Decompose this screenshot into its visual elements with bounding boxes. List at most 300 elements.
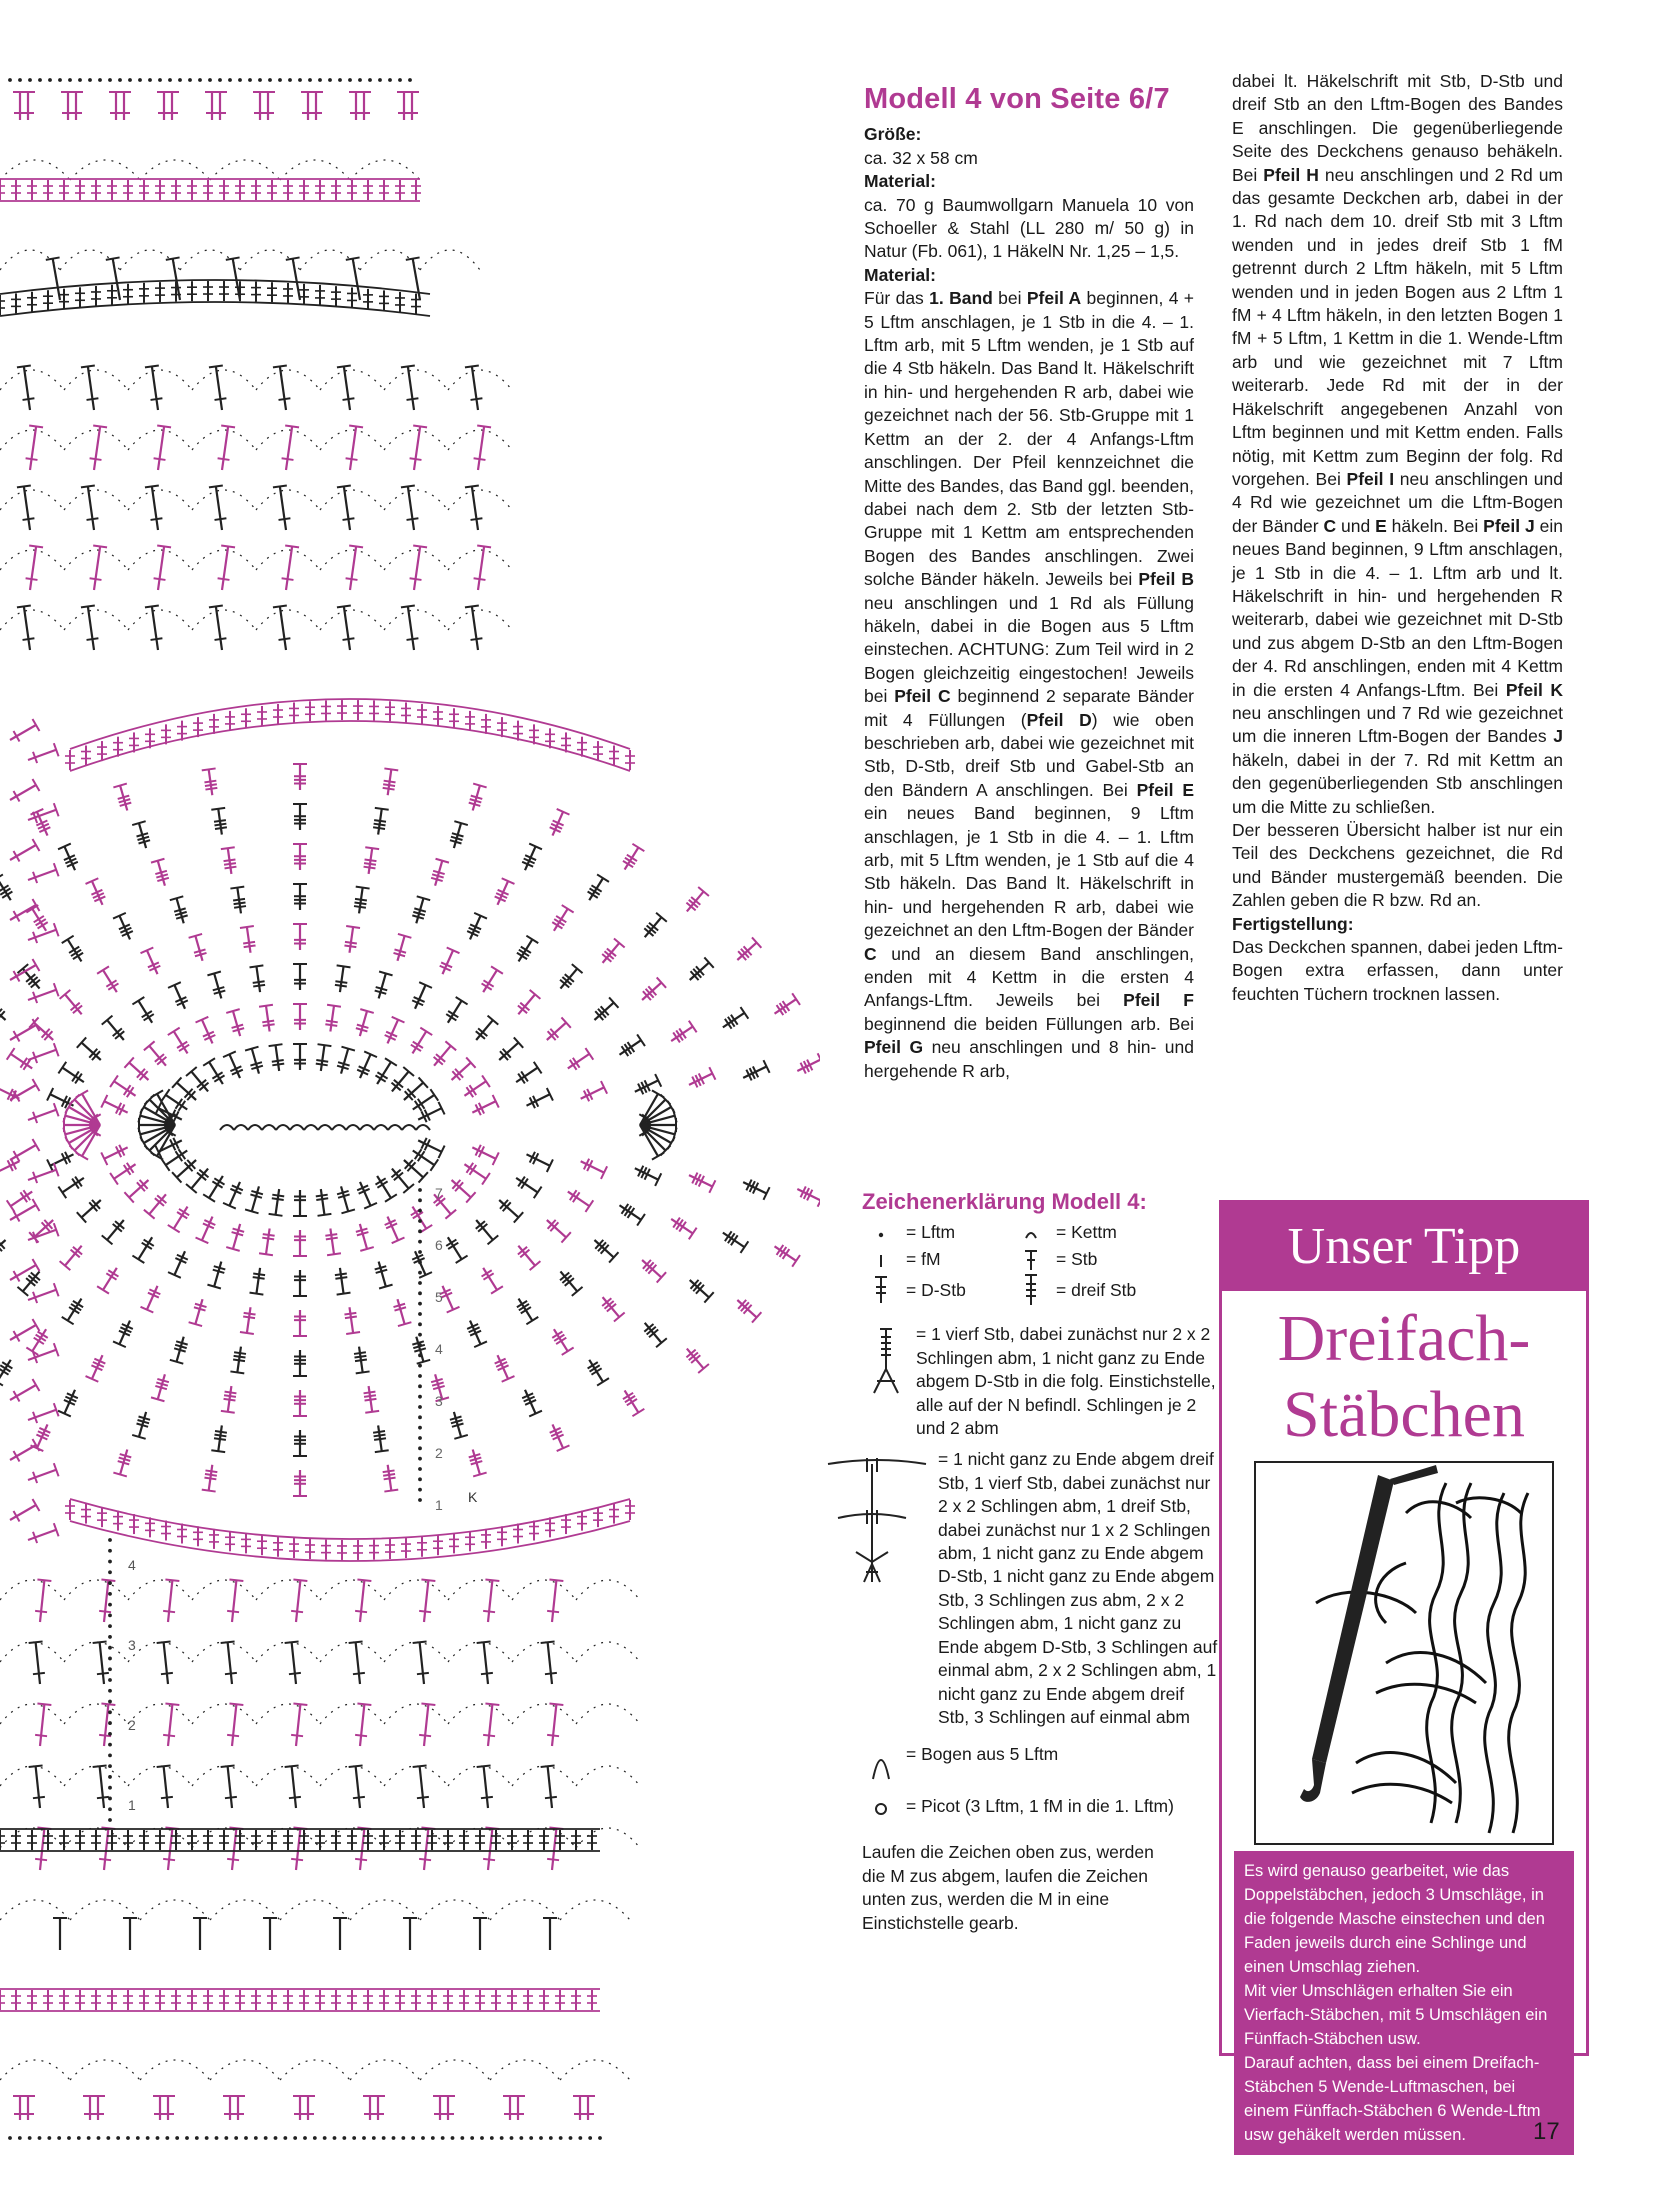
stitch-symbol — [88, 486, 94, 530]
center-slip-stitch — [374, 1125, 388, 1130]
stitch-crossbar — [33, 1797, 45, 1798]
stitch-crossbar — [343, 638, 355, 640]
stitch-top — [162, 1159, 170, 1171]
chain-arc — [64, 1642, 128, 1662]
stitch-top — [477, 1765, 491, 1766]
stitch-symbol — [247, 927, 251, 953]
chain-dot — [158, 78, 162, 82]
chain-dot — [238, 78, 242, 82]
stitch-crossbar — [272, 1195, 284, 1197]
stitch-symbol — [547, 1220, 566, 1237]
stitch-top — [81, 605, 95, 607]
stitch-crossbar — [214, 820, 226, 822]
chain-arc — [192, 370, 256, 390]
chain-dot — [244, 2136, 248, 2140]
stitch-crossbar — [205, 788, 217, 790]
stitch-symbol — [228, 1642, 232, 1684]
chain-dot — [578, 2136, 582, 2140]
stitch-top — [285, 1765, 299, 1766]
stitch-top — [413, 1765, 427, 1766]
stitch-crossbar — [365, 1399, 377, 1401]
stitch-top — [477, 1641, 491, 1642]
stitch-crossbar — [355, 1859, 367, 1860]
chain-dot — [418, 1188, 422, 1192]
stitch-symbol — [472, 606, 478, 650]
instruction-text: beginnend die beiden Füllungen arb. Bei — [864, 1013, 1194, 1034]
chain-dot — [108, 78, 112, 82]
stitch-crossbar — [205, 784, 217, 786]
stitch-crossbar — [364, 1395, 376, 1397]
stitch-crossbar — [161, 1673, 173, 1674]
stitch-symbol — [158, 546, 164, 590]
chain-arc — [256, 1766, 320, 1786]
chain-arc — [64, 430, 128, 450]
stitch-symbol — [28, 1170, 56, 1180]
stitch-symbol — [340, 1268, 344, 1294]
stitch-crossbar — [384, 781, 396, 783]
chain-arc — [128, 1642, 192, 1662]
chain-dot — [38, 78, 42, 82]
chain-dot — [418, 1457, 422, 1461]
stitch-top — [346, 1332, 360, 1334]
stitch-top — [250, 965, 264, 967]
chain-arc — [70, 160, 140, 180]
bar-icon — [862, 1249, 900, 1271]
stitch-symbol — [296, 1828, 300, 1870]
stitch-crossbar — [374, 1435, 386, 1437]
stitch-crossbar — [263, 1234, 275, 1236]
stitch-symbol — [552, 1828, 556, 1870]
chain-dot — [421, 2136, 425, 2140]
stitch-crossbar — [262, 1021, 274, 1023]
chain-arc — [360, 250, 420, 270]
stitch-crossbar — [545, 1797, 557, 1798]
stitch-crossbar — [87, 518, 99, 520]
chain-dot — [411, 2136, 415, 2140]
stitch-crossbar — [419, 1611, 431, 1612]
chain-dot — [108, 1700, 112, 1704]
chain-dot — [264, 2136, 268, 2140]
chain-dot — [398, 78, 402, 82]
chain-dot — [519, 2136, 523, 2140]
chain-dot — [418, 1219, 422, 1223]
stitch-symbol — [174, 1251, 185, 1275]
chain-dot — [108, 1753, 112, 1757]
stitch-crossbar — [225, 1797, 237, 1798]
chain-dot — [57, 2136, 61, 2140]
stitch-top — [81, 365, 95, 367]
stitch-top — [211, 1450, 225, 1452]
stitch-top — [337, 485, 351, 487]
stitch-top — [62, 936, 74, 943]
center-slip-stitch — [402, 1125, 416, 1130]
chain-dot — [431, 2136, 435, 2140]
stitch-top — [273, 485, 287, 487]
side-number-label: 4 — [128, 1557, 136, 1573]
instruction-text: beginnend 2 separate Bänder mit 4 Füllungen ( — [864, 686, 1195, 730]
stitch-crossbar — [384, 1478, 396, 1480]
chain-dot — [418, 1374, 422, 1378]
stitch-crossbar — [163, 1735, 175, 1736]
stitch-top — [0, 1378, 3, 1385]
chain-dot — [108, 1743, 112, 1747]
stitch-symbol — [94, 426, 100, 470]
chain-arc — [180, 250, 240, 270]
chain-dot — [108, 1560, 112, 1564]
stitch-crossbar — [471, 518, 483, 520]
chain-dot — [108, 1646, 112, 1650]
stitch-symbol — [344, 366, 350, 410]
stitch-crossbar — [272, 1198, 284, 1200]
stitch-top — [157, 1641, 171, 1642]
chain-dot — [108, 1797, 112, 1801]
chain-arc — [512, 1766, 576, 1786]
stitch-symbol — [452, 1063, 471, 1080]
chain-arc — [256, 610, 320, 630]
stitch-symbol — [202, 1217, 213, 1241]
chain-arc — [256, 550, 320, 570]
chain-arc — [0, 1766, 64, 1786]
chain-arc — [448, 550, 512, 570]
instructions-column-2 — [1232, 70, 1563, 1006]
stitch-crossbar — [225, 867, 237, 869]
stitch-top — [269, 1044, 283, 1046]
stitch-crossbar — [234, 902, 246, 904]
stitch-top — [93, 545, 107, 547]
stitch-crossbar — [163, 1611, 175, 1612]
stitch-crossbar — [234, 1356, 246, 1358]
chain-dot — [342, 2136, 346, 2140]
tip-title-line1: Dreifach- — [1277, 1302, 1531, 1375]
stitch-symbol — [356, 1766, 360, 1808]
stitch-top — [203, 1194, 215, 1201]
chain-dot — [208, 78, 212, 82]
chain-arc — [64, 610, 128, 630]
center-slip-stitch — [234, 1125, 248, 1130]
chain-dot — [136, 2136, 140, 2140]
stitch-crossbar — [204, 1478, 216, 1480]
stitch-symbol — [104, 1704, 108, 1746]
chain-arc — [128, 1580, 192, 1600]
stitch-top — [357, 1579, 371, 1580]
instruction-text: ein neues Band beginnen, 9 Lftm anschlagen, je 1 Stb in die 4. – 1. Lftm arb und lt. Häkelschrift in hin- und hergehenden R weiterarb, dabei wie gezeichnet mit D-Stb und zus abgem D-Stb an den Lftm-Bogen der 4. Rd anschlingen, enden mit 4 Kettm in die ersten 4 Anfangs-Lftm. Bei — [1232, 515, 1563, 700]
stitch-symbol — [229, 1182, 240, 1206]
chain-dot — [108, 1549, 112, 1553]
stitch-symbol — [88, 366, 94, 410]
stitch-symbol — [222, 546, 228, 590]
stitch-symbol — [216, 486, 222, 530]
chain-dot — [418, 1312, 422, 1316]
stitch-crossbar — [355, 1359, 367, 1361]
stitch-symbol — [397, 1299, 404, 1324]
stitch-symbol — [276, 1189, 280, 1215]
stitch-top — [430, 1159, 438, 1171]
chain-arc — [0, 1642, 64, 1662]
stitch-symbol — [344, 606, 350, 650]
stitch-crossbar — [364, 863, 376, 865]
chain-dot — [418, 1436, 422, 1440]
stitch-top — [384, 768, 398, 770]
chain-arc — [320, 610, 384, 630]
chain-arc — [128, 430, 192, 450]
tip-paragraph: Mit vier Umschlägen erhalten Sie ein Vierfach-Stäbchen, mit 5 Umschlägen ein Fünffach-Stäbchen usw. — [1244, 1982, 1548, 2048]
vierf-stb-icon — [862, 1327, 910, 1397]
tip-paragraph: Darauf achten, dass bei einem Dreifach-Stäbchen 5 Wende-Luftmaschen, bei einem Fünffach-Stäbchen 6 Wende-Lftm usw gehäkelt werden müssen. — [1244, 2054, 1541, 2144]
stitch-symbol — [28, 1530, 56, 1540]
chain-arc — [448, 1580, 512, 1600]
stitch-symbol — [28, 750, 56, 760]
stitch-symbol — [129, 1180, 148, 1197]
stitch-top — [413, 1641, 427, 1642]
chain-dot — [38, 2136, 42, 2140]
chain-dot — [106, 2136, 110, 2140]
stitch-crossbar — [335, 985, 347, 987]
center-slip-stitch — [290, 1125, 304, 1130]
stitch-top — [32, 959, 39, 971]
chain-arc — [192, 550, 256, 570]
stitch-top — [562, 1348, 574, 1355]
stitch-symbol — [344, 486, 350, 530]
center-slip-stitch — [332, 1125, 346, 1130]
stitch-top — [421, 1579, 435, 1580]
legend-label: = Kettm — [1056, 1222, 1117, 1243]
chain-arc — [256, 490, 320, 510]
chain-arc — [192, 610, 256, 630]
chain-arc — [320, 1704, 384, 1724]
stitch-top — [365, 1411, 379, 1413]
chain-arc — [384, 430, 448, 450]
chain-dot — [48, 78, 52, 82]
arc-icon — [1012, 1223, 1050, 1243]
stitch-symbol — [341, 1186, 348, 1211]
stitch-crossbar — [227, 1735, 239, 1736]
chain-dot — [108, 1818, 112, 1822]
dot-icon — [862, 1223, 900, 1243]
legend-note: Laufen die Zeichen oben zus, werden die M zus abgem, laufen die Zeichen unten zus, werden die M in eine Einstichstelle gearb. — [862, 1842, 1154, 1933]
stitch-crossbar — [353, 1797, 365, 1798]
chain-dot — [234, 2136, 238, 2140]
stitch-crossbar — [345, 1316, 357, 1318]
center-slip-stitch — [346, 1125, 360, 1130]
stitch-symbol — [360, 1182, 371, 1206]
stitch-top — [269, 1214, 283, 1216]
overview-note: Der besseren Übersicht halber ist nur ein Teil des Deckchens gezeichnet, die Rd und Bänder mustergemäß beenden. Die Zahlen geben die R bzw. Rd an. — [1232, 820, 1563, 911]
stitch-crossbar — [355, 1611, 367, 1612]
stitch-top — [76, 1090, 88, 1097]
stitch-top — [101, 1703, 115, 1704]
stitch-symbol — [30, 426, 36, 470]
stitch-crossbar — [253, 981, 265, 983]
stitch-crossbar — [234, 1352, 246, 1354]
chain-dot — [18, 78, 22, 82]
crochet-chart-diagram — [0, 40, 820, 2150]
instructions-column-1 — [864, 83, 1195, 1083]
chain-dot — [418, 1477, 422, 1481]
instruction-keyword: Pfeil G — [864, 1037, 924, 1058]
chain-arc — [560, 2060, 630, 2080]
stitch-crossbar — [99, 1611, 111, 1612]
stitch-crossbar — [355, 1356, 367, 1358]
stitch-crossbar — [87, 638, 99, 640]
stitch-top — [421, 1703, 435, 1704]
stitch-crossbar — [234, 906, 246, 908]
stitch-crossbar — [374, 820, 386, 822]
stitch-crossbar — [417, 1797, 429, 1798]
stitch-top — [132, 1256, 144, 1263]
legend-label: = 1 nicht ganz zu Ende abgem dreif Stb, 1 vierf Stb, dabei zunächst nur 2 x 2 Schlingen abm, 1 dreif Stb, dabei zunächst nur 1 x 2 Schlingen abm, 1 nicht ganz zu Ende abgem D-Stb, 1 nicht ganz zu Ende abgem Stb, 3 Schlingen zus abm, 2 x 2 Schlingen abm, 1 nicht ganz zu Ende abgem D-Stb, 3 Schlingen auf einmal abm, 2 x 2 Schlingen abm, 1 nicht ganz zu Ende abgem dreif Stb, 3 Schlingen auf einmal abm — [938, 1449, 1218, 1727]
chain-dot — [490, 2136, 494, 2140]
stitch-top — [318, 1214, 332, 1216]
chain-dot — [418, 1467, 422, 1471]
stitch-symbol — [24, 366, 30, 410]
chain-arc — [140, 160, 210, 180]
chain-arc — [576, 1766, 640, 1786]
combo-stitch-icon — [822, 1452, 932, 1592]
stitch-top — [32, 1139, 39, 1151]
instruction-text: ein neues Band beginnen, 9 Lftm anschlagen, je 1 Stb in die 4. – 1. Lftm arb, mit 5 Lftm wenden, je 1 Stb auf die 4 Stb häkeln. Das Band lt. Häkelschrift in hin- und hergehenden R arb, dabei wie gezeichnet an den Lftm-Bogen der Bänder — [864, 803, 1194, 941]
stitch-top — [37, 1703, 51, 1704]
stitch-symbol — [152, 606, 158, 650]
stitch-top — [29, 1641, 43, 1642]
chain-arc — [448, 1766, 512, 1786]
stitch-top — [259, 1005, 273, 1007]
stitch-crossbar — [353, 1673, 365, 1674]
stitch-symbol — [216, 366, 222, 410]
stitch-symbol — [424, 1580, 428, 1622]
chain-dot — [205, 2136, 209, 2140]
stitch-top — [259, 1253, 273, 1255]
chain-dot — [175, 2136, 179, 2140]
stitch-top — [741, 1007, 749, 1019]
stitch-top — [97, 1286, 109, 1293]
dstb-icon — [862, 1275, 900, 1305]
chain-dot — [418, 1240, 422, 1244]
stitch-top — [81, 485, 95, 487]
stitch-crossbar — [373, 1431, 385, 1433]
stitch-symbol — [232, 1580, 236, 1622]
instruction-text: neu anschlingen und 2 Rd um das gesamte Deckchen arb, dabei in der 1. Rd nach dem 10. dreif Stb mit 3 Lftm wenden und in jedes dreif Stb 1 fM getrennt durch 2 Lftm häkeln, mit 5 Lftm wenden und in jeden Bogen aus 2 Lftm 1 fM + 4 Lftm häkeln, in den letzten Bogen 1 fM + 5 Lftm, 1 Kettm in die 1. Wende-Lftm arb und wie gezeichnet mit 7 Lftm weiterarb. Jede Rd mit der in der Häkelschrift angegebenen Anzahl von Lftm beginnen und mit Kettm enden. Falls nötig, mit Kettm zum Beginn der folg. Rd vorgehen. Bei — [1232, 164, 1563, 489]
instruction-text: häkeln, dabei in der 7. Rd mit Kettm an den gegenüberliegenden Stb anschlingen um die Mitte zu schließen. — [1232, 749, 1563, 817]
stitch-crossbar — [419, 1859, 431, 1860]
stitch-symbol — [414, 546, 420, 590]
chain-dot — [569, 2136, 573, 2140]
chain-arc — [320, 1766, 384, 1786]
stitch-top — [597, 874, 609, 881]
stitch-crossbar — [374, 824, 386, 826]
stitch-symbol — [195, 1299, 202, 1324]
chain-dot — [78, 78, 82, 82]
chain-arc — [350, 2060, 420, 2080]
chain-dot — [298, 78, 302, 82]
stitch-top — [165, 1703, 179, 1704]
stitch-top — [526, 1317, 538, 1324]
stitch-top — [0, 874, 3, 881]
stitch-top — [209, 485, 223, 487]
chain-dot — [372, 2136, 376, 2140]
stitch-top — [285, 425, 299, 427]
stitch-crossbar — [279, 398, 291, 400]
chain-arc — [192, 490, 256, 510]
stitch-symbol — [28, 1470, 56, 1480]
stitch-top — [17, 485, 31, 487]
chain-arc — [576, 1828, 640, 1848]
stitch-top — [229, 1579, 243, 1580]
chain-dot — [352, 2136, 356, 2140]
stitch-top — [230, 1371, 244, 1373]
stitch-top — [32, 1079, 39, 1091]
chain-dot — [18, 2136, 22, 2140]
chain-arc — [320, 430, 384, 450]
instruction-keyword: Pfeil K — [1505, 679, 1563, 700]
chain-dot — [288, 78, 292, 82]
stitch-top — [209, 365, 223, 367]
legend-label: = Bogen aus 5 Lftm — [906, 1744, 1059, 1765]
stitch-symbol — [81, 1200, 100, 1217]
chain-arc — [300, 250, 360, 270]
chain-arc — [384, 1642, 448, 1662]
stitch-symbol — [280, 486, 286, 530]
chain-dot — [418, 1260, 422, 1264]
chain-arc — [320, 550, 384, 570]
chain-dot — [108, 1624, 112, 1628]
stitch-symbol — [113, 259, 120, 300]
stitch-top — [32, 1499, 39, 1511]
chain-dot — [408, 78, 412, 82]
stitch-top — [32, 839, 39, 851]
stitch-symbol — [40, 1828, 44, 1870]
stitch-crossbar — [23, 638, 35, 640]
instruction-keyword: Pfeil B — [1138, 569, 1194, 590]
stitch-top — [29, 1765, 43, 1766]
chain-dot — [338, 78, 342, 82]
bogen-icon — [862, 1747, 900, 1781]
instruction-keyword: C — [1323, 515, 1337, 536]
chain-arc — [0, 1580, 64, 1600]
chain-arc — [0, 550, 64, 570]
chain-arc — [128, 490, 192, 510]
stitch-top — [250, 1293, 264, 1295]
chain-dot — [77, 2136, 81, 2140]
stitch-crossbar — [343, 398, 355, 400]
chain-arc — [0, 430, 64, 450]
stitch-top — [17, 605, 31, 607]
stitch-top — [792, 1255, 800, 1267]
chain-arc — [512, 1580, 576, 1600]
stitch-symbol — [548, 1642, 552, 1684]
chain-arc — [256, 430, 320, 450]
stitch-top — [93, 1765, 107, 1766]
stitch-top — [792, 993, 800, 1005]
tip-text — [1234, 1851, 1574, 2155]
stitch-crossbar — [354, 906, 366, 908]
stitch-crossbar — [410, 458, 422, 460]
chain-dot — [28, 2136, 32, 2140]
chain-arc — [448, 370, 512, 390]
chain-arc — [512, 1642, 576, 1662]
instruction-text: neu anschlingen und 8 hin- und hergehende R arb, — [864, 1037, 1194, 1081]
instruction-keyword: J — [1553, 726, 1563, 747]
chain-arc — [0, 250, 60, 270]
stitch-top — [145, 485, 159, 487]
stitch-crossbar — [33, 1673, 45, 1674]
chain-dot — [274, 2136, 278, 2140]
chain-arc — [0, 2060, 70, 2080]
stitch-symbol — [28, 990, 56, 1000]
stitch-top — [349, 545, 363, 547]
stitch-symbol — [28, 1290, 56, 1300]
stitch-top — [632, 1409, 644, 1416]
chain-arc — [512, 1704, 576, 1724]
